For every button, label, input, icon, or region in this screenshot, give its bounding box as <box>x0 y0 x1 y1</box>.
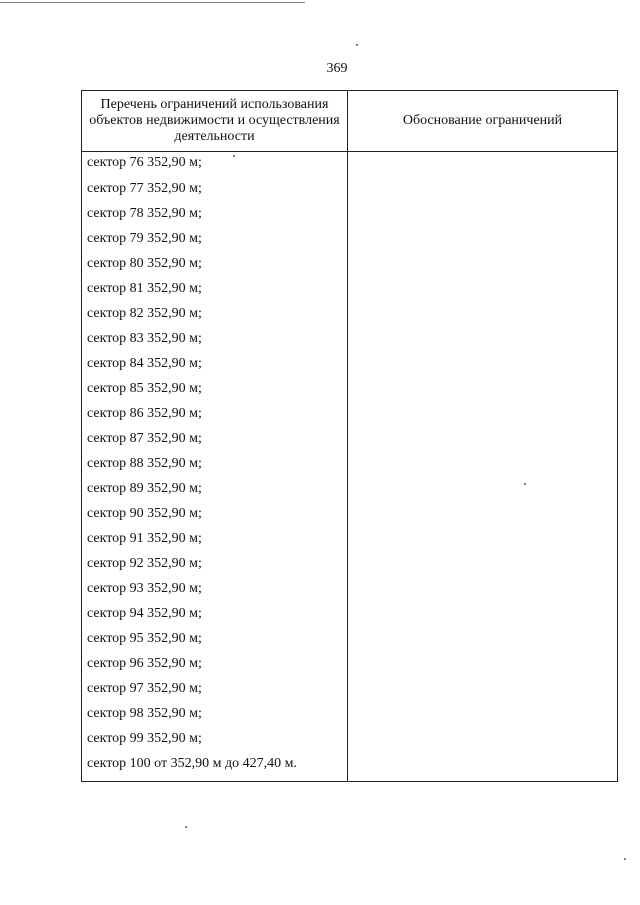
table-row: сектор 82 352,90 м; <box>87 306 202 321</box>
table-row-last: сектор 100 от 352,90 м до 427,40 м. <box>87 756 297 771</box>
scan-speck <box>356 44 358 46</box>
table-row: сектор 96 352,90 м; <box>87 656 202 671</box>
justification-cell <box>348 152 618 782</box>
page-number: 369 <box>326 61 348 76</box>
table-row: сектор 86 352,90 м; <box>87 406 202 421</box>
table-row: сектор 94 352,90 м; <box>87 606 202 621</box>
scan-speck <box>624 858 626 860</box>
table-row: сектор 80 352,90 м; <box>87 256 202 271</box>
table-row: сектор 91 352,90 м; <box>87 531 202 546</box>
header-left-line-2: объектов недвижимости и осуществления <box>89 113 340 128</box>
table-row: сектор 83 352,90 м; <box>87 331 202 346</box>
table-row: сектор 88 352,90 м; <box>87 456 202 471</box>
table-row: сектор 97 352,90 м; <box>87 681 202 696</box>
restrictions-table <box>81 90 618 782</box>
table-row: сектор 99 352,90 м; <box>87 731 202 746</box>
table-row: сектор 93 352,90 м; <box>87 581 202 596</box>
table-row: сектор 79 352,90 м; <box>87 231 202 246</box>
header-restrictions-list <box>82 91 348 152</box>
scan-speck <box>233 155 235 157</box>
table-row: сектор 87 352,90 м; <box>87 431 202 446</box>
table-row: сектор 95 352,90 м; <box>87 631 202 646</box>
table-row: сектор 92 352,90 м; <box>87 556 202 571</box>
table-body-row <box>82 152 618 782</box>
table-header-row <box>82 91 618 152</box>
header-left-line-1: Перечень ограничений использования <box>100 97 329 112</box>
sector-list-cell <box>82 152 348 782</box>
table-row: сектор 89 352,90 м; <box>87 481 202 496</box>
table-row: сектор 78 352,90 м; <box>87 206 202 221</box>
header-justification: Обоснование ограничений <box>348 91 618 152</box>
table-row: сектор 90 352,90 м; <box>87 506 202 521</box>
table-row: сектор 98 352,90 м; <box>87 706 202 721</box>
scan-speck <box>524 483 526 485</box>
table-row: сектор 81 352,90 м; <box>87 281 202 296</box>
table-row: сектор 85 352,90 м; <box>87 381 202 396</box>
table-row: сектор 76 352,90 м; <box>87 155 202 170</box>
scan-edge-line <box>0 2 305 3</box>
table-row: сектор 84 352,90 м; <box>87 356 202 371</box>
scan-speck <box>185 826 187 828</box>
header-left-line-3: деятельности <box>174 129 255 144</box>
table-row: сектор 77 352,90 м; <box>87 181 202 196</box>
